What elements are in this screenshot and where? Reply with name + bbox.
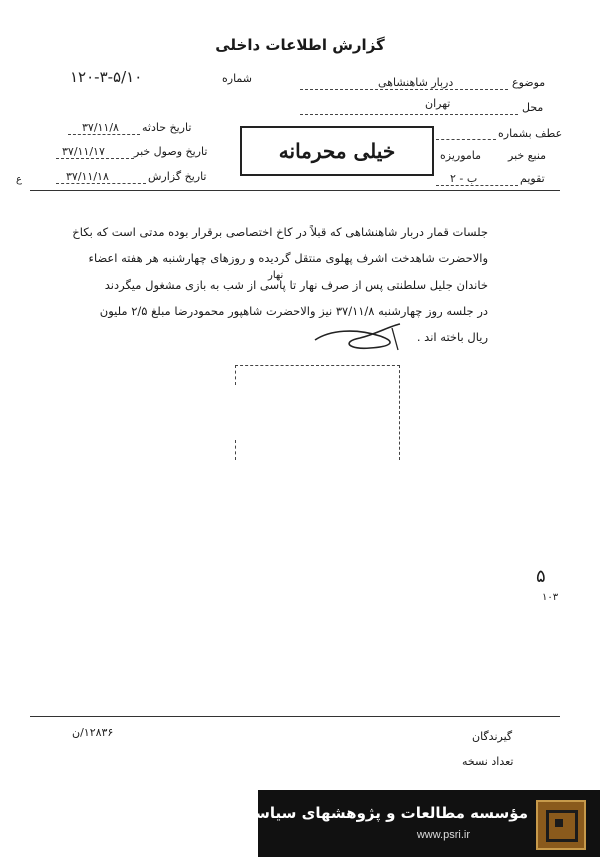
institute-website: www.psri.ir <box>416 829 470 841</box>
event-date-label: تاریخ حادثه <box>142 121 192 134</box>
body-line-4: در جلسه روز چهارشنبه ۳۷/۱۱/۸ نیز والاحضرت شاهپور محمودرضا مبلغ ۲/۵ ملیون <box>99 304 488 318</box>
body-line-5: ریال باخته اند . <box>416 330 488 344</box>
report-title: گزارش اطلاعات داخلی <box>215 36 385 54</box>
signature-scribble <box>310 322 405 354</box>
institute-logo-icon <box>536 800 586 850</box>
margin-digit: ۵ <box>536 566 546 587</box>
report-date-value: ۳۷/۱۱/۱۸ <box>66 170 109 183</box>
body-line-3: خاندان جلیل سلطنتی پس از صرف نهار تا پاسی از شب به بازی مشغول میگردند <box>104 278 488 292</box>
copies-label: تعداد نسخه <box>462 755 514 768</box>
faint-box-top <box>235 365 400 366</box>
receipt-date-value: ۳۷/۱۱/۱۷ <box>62 145 105 158</box>
body-line-1: جلسات قمار دربار شاهنشاهی که قبلاً در کاخ اختصاصی برقرار بوده مدتی است که بکاخ <box>72 225 488 239</box>
number-label: شماره <box>222 72 253 85</box>
event-date-value: ۳۷/۱۱/۸ <box>82 121 119 134</box>
faint-box-right <box>399 365 400 460</box>
left-edge-mark: ع <box>16 174 22 185</box>
report-date-label: تاریخ گزارش <box>148 170 207 183</box>
evaluation-value: ب - ۲ <box>450 172 478 185</box>
confidential-stamp: خیلی محرمانه <box>240 126 434 176</box>
subject-value: دربار شاهنشاهی <box>378 76 454 89</box>
place-label: محل <box>522 101 544 114</box>
number-value: ۱۲۰-۳-۵/۱۰ <box>70 68 143 86</box>
source-value: ماموریزه <box>440 149 482 162</box>
action-dots <box>436 139 496 140</box>
institute-name: مؤسسه مطالعات و پژوهشهای سیاسی <box>239 804 528 822</box>
margin-code: ۱۰۳ <box>542 592 559 603</box>
report-date-dots <box>56 183 146 184</box>
subject-dots <box>300 89 508 90</box>
body-insert-note: نهار <box>268 270 284 281</box>
evaluation-label: تقویم <box>520 172 545 185</box>
evaluation-dots <box>436 185 518 186</box>
receipt-date-dots <box>56 158 134 159</box>
header-divider <box>30 190 560 191</box>
receipt-date-label: تاریخ وصول خبر <box>134 145 208 158</box>
body-line-2: والاحضرت شاهدخت اشرف پهلوی منتقل گردیده و روزهای چهارشنبه هر هفته اعضاء <box>88 251 488 265</box>
faint-box-left-lower <box>235 440 236 460</box>
recipients-label: گیرندگان <box>472 730 513 743</box>
action-label: عطف بشماره <box>498 127 563 140</box>
source-label: منبع خبر <box>508 149 547 162</box>
place-dots <box>300 114 518 115</box>
footer-divider <box>30 716 560 717</box>
reference-number: ۱۲۸۳۶/ن <box>72 726 114 739</box>
subject-label: موضوع <box>512 76 546 89</box>
event-date-dots <box>68 134 140 135</box>
place-value: تهران <box>425 97 451 110</box>
faint-box-left <box>235 365 236 385</box>
